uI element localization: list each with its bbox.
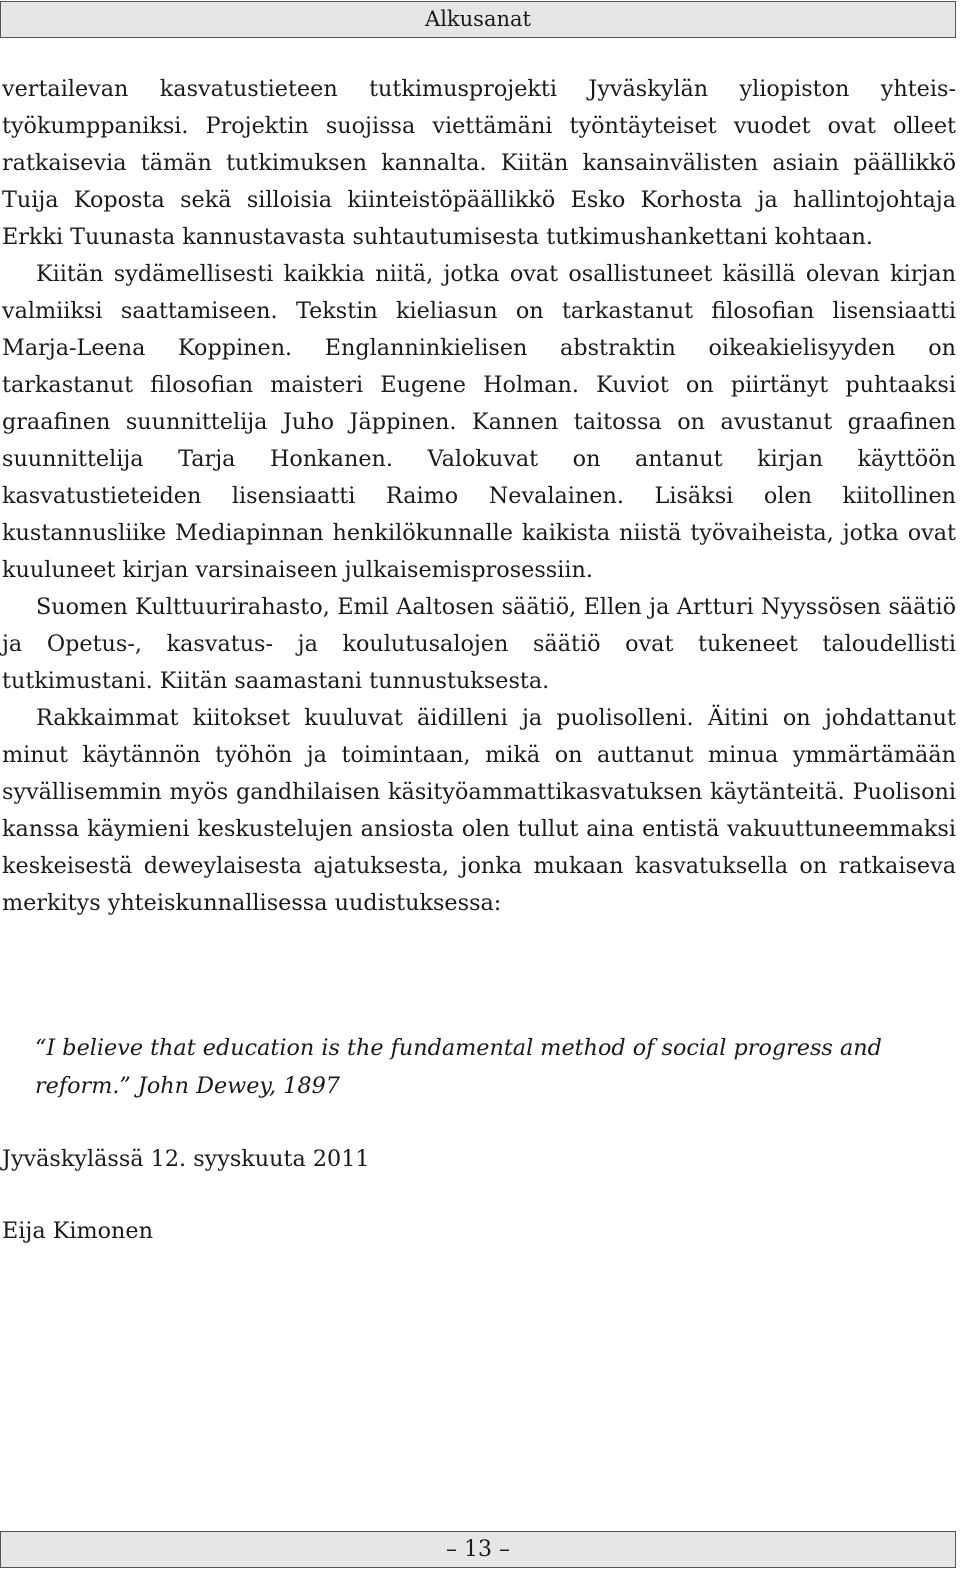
page-number: – 13 – bbox=[446, 1537, 510, 1562]
place-date-line: Jyväskylässä 12. syyskuuta 2011 bbox=[2, 1146, 370, 1172]
paragraph-funding: Suomen Kulttuurirahasto, Emil Aaltosen säätiö, Ellen ja Artturi Nyyssösen säätiö ja Opetus-, kasvatus- ja koulutusalojen säätiö ovat tukeneet taloudellisti tutkimustani. Kiitän saamastani tunnustuksesta. bbox=[2, 594, 956, 694]
running-header bbox=[0, 1, 956, 38]
body-text bbox=[2, 71, 956, 922]
running-title: Alkusanat bbox=[425, 7, 531, 31]
paragraph-continuation: vertailevan kasvatustieteen tutkimusprojekti Jyväskylän yliopiston yhteistyökumppaniksi. Projektin suojissa viettämäni työntäyteiset vuodet ovat olleet ratkaisevia tämän tutkimuksen kannalta. Kiitän kansainvälisten asiain päällikkö Tuija Koposta sekä silloisia kiinteistöpäällikkö Esko Korhosta ja hallintojohtaja Erkki Tuunasta kannustavasta suhtautumisesta tutkimushankettani kohtaan. bbox=[2, 76, 956, 250]
paragraph-family: Rakkaimmat kiitokset kuuluvat äidilleni ja puolisolleni. Äitini on johdattanut minut käytännön työhön ja toimintaan, mikä on auttanut minua ymmärtämään syvällisemmin myös gandhilaisen käsityöammattikasvatuksen käytänteitä. Puolisoni kanssa käymieni keskustelujen ansiosta olen tullut aina entistä vakuuttuneemmaksi keskeisestä deweylaisesta ajatuksesta, jonka mukaan kasvatuksella on ratkaiseva merkitys yhteiskunnallisessa uudistuksessa: bbox=[2, 705, 956, 916]
page-footer bbox=[0, 1531, 956, 1568]
dewey-quote: “I believe that education is the fundamental method of social progress and reform.” John Dewey, 1897 bbox=[35, 1035, 882, 1099]
paragraph-thanks-contributors: Kiitän sydämellisesti kaikkia niitä, jotka ovat osallistuneet käsillä olevan kirjan valmiiksi saattamiseen. Tekstin kieliasun on tarkastanut filosofian lisensiaatti Marja-Leena Koppinen. Englanninkielisen abstraktin oikeakielisyyden on tarkastanut filosofian maisteri Eugene Holman. Kuviot on piirtänyt puhtaaksi graafinen suunnittelija Juho Jäppinen. Kannen taitossa on avustanut graafinen suunnittelija Tarja Honkanen. Valokuvat on antanut kirjan käyttöön kasvatustieteiden lisensiaatti Raimo Nevalainen. Lisäksi olen kiitollinen kustannusliike Mediapinnan henkilökunnalle kaikista niistä työvaiheista, jotka ovat kuuluneet kirjan varsinaiseen julkaisemisprosessiin. bbox=[2, 261, 956, 583]
author-signature: Eija Kimonen bbox=[2, 1218, 153, 1244]
